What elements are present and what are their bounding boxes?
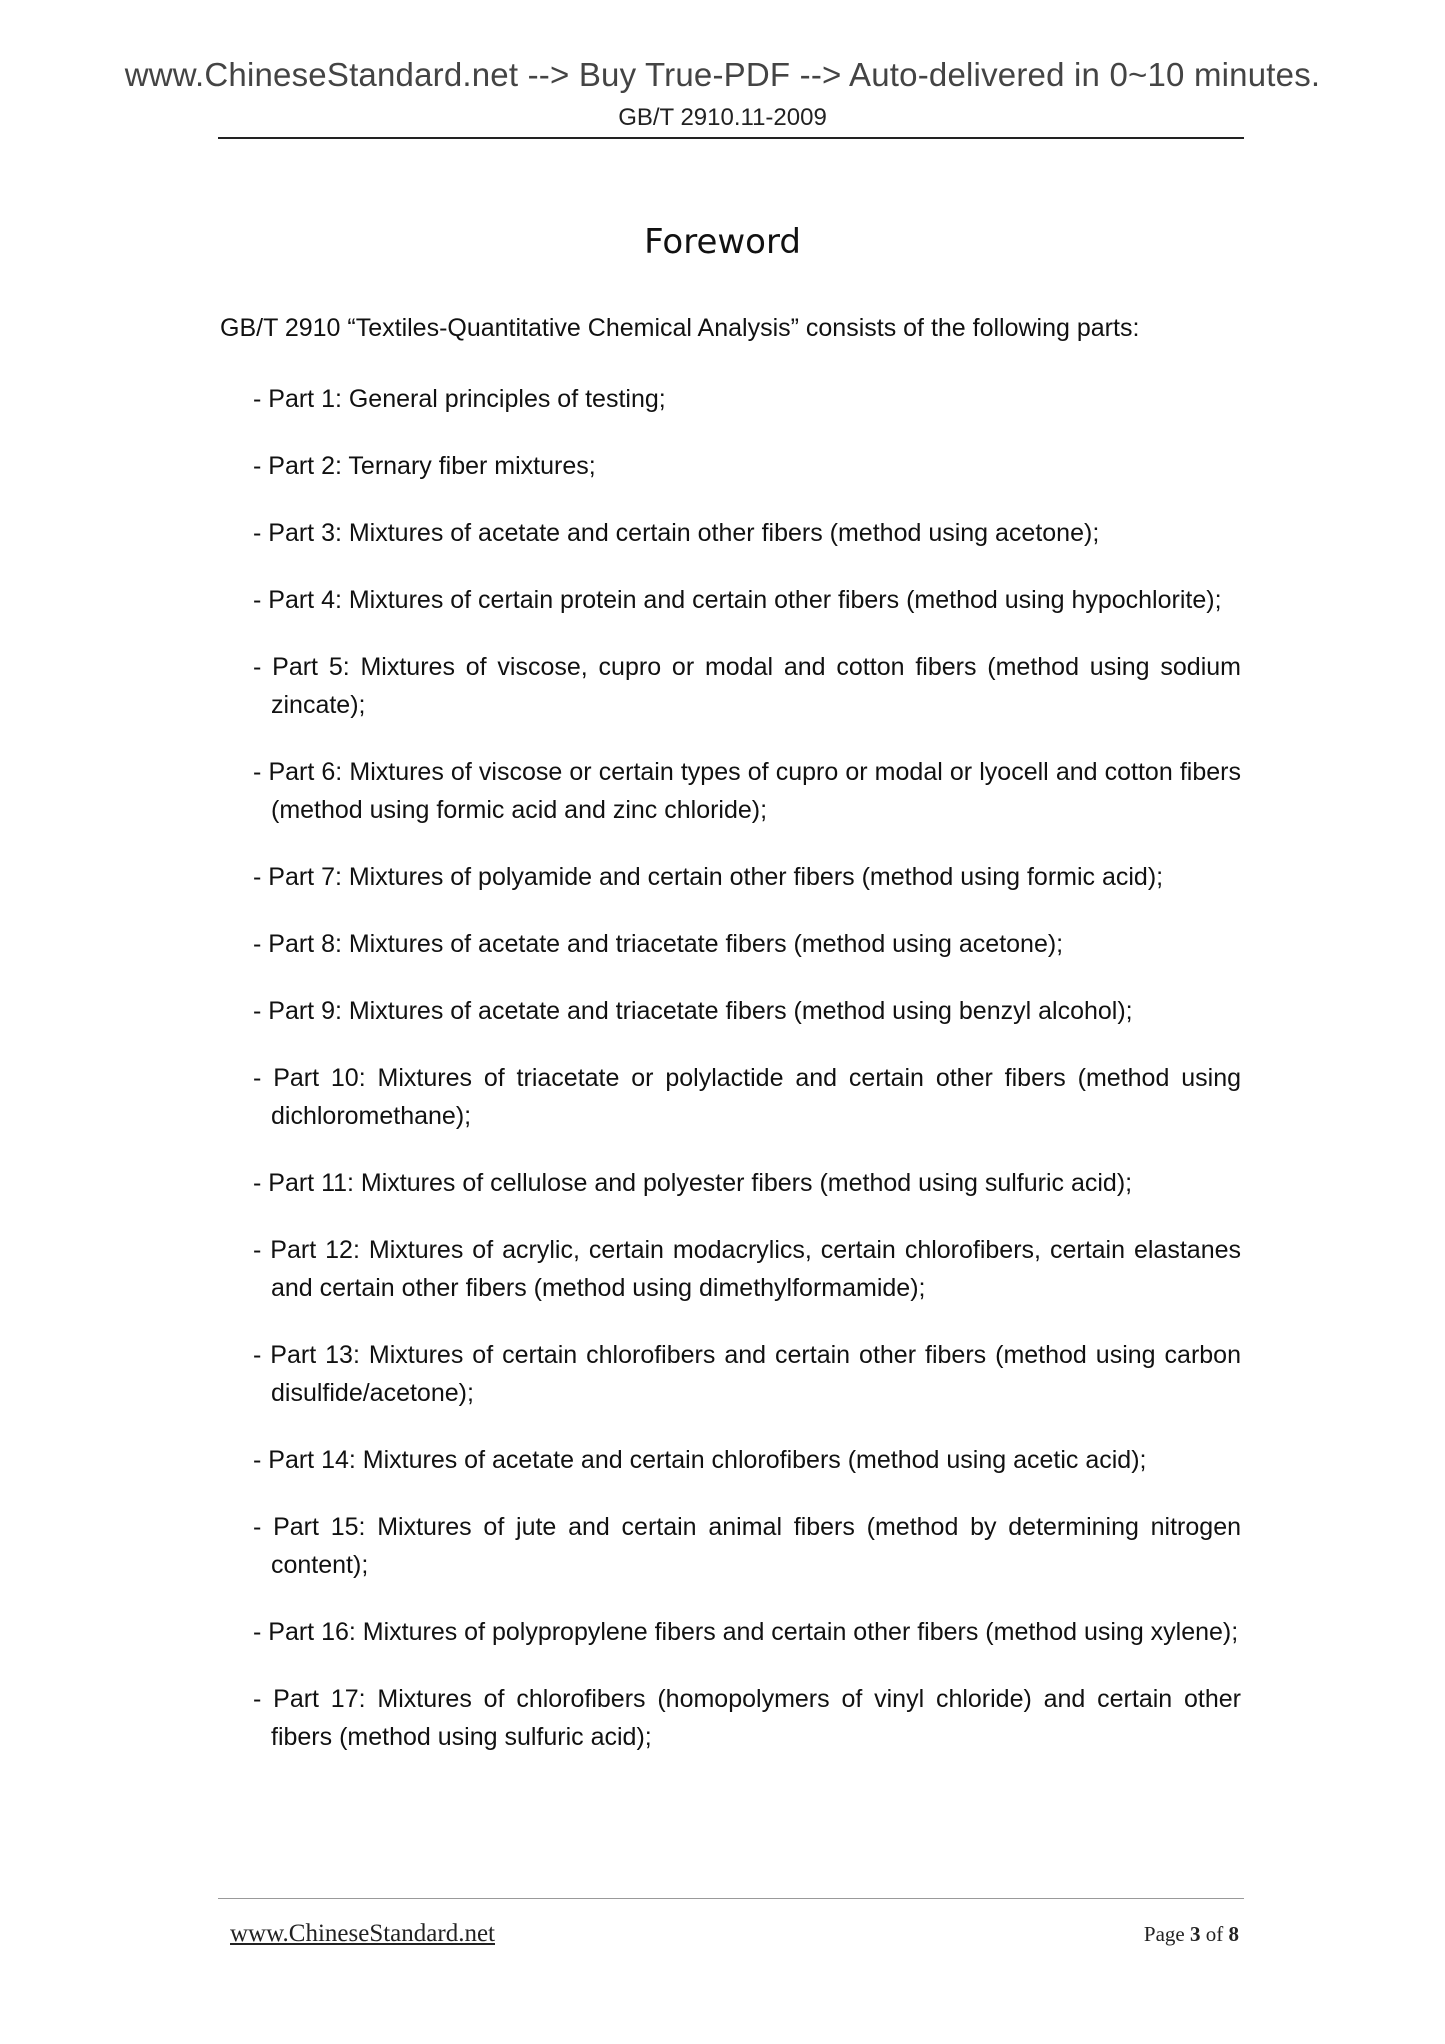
page-total: 8 xyxy=(1228,1922,1239,1946)
list-item: - Part 1: General principles of testing; xyxy=(253,385,666,413)
list-item: - Part 4: Mixtures of certain protein and certain other fibers (method using hypochlorite); xyxy=(253,586,1222,614)
list-item: - Part 14: Mixtures of acetate and certain chlorofibers (method using acetic acid); xyxy=(253,1446,1147,1474)
standard-code: GB/T 2910.11-2009 xyxy=(618,104,827,131)
list-item: - Part 10: Mixtures of triacetate or polylactide and certain other fibers (method using dichloromethane); xyxy=(253,1064,1241,1130)
page-of-label: of xyxy=(1205,1922,1224,1946)
list-item: - Part 13: Mixtures of certain chlorofibers and certain other fibers (method using carbon disulfide/acetone); xyxy=(253,1341,1241,1407)
list-item: - Part 11: Mixtures of cellulose and polyester fibers (method using sulfuric acid); xyxy=(253,1169,1133,1197)
list-item: - Part 15: Mixtures of jute and certain animal fibers (method by determining nitrogen content); xyxy=(253,1513,1241,1579)
header-banner[interactable]: www.ChineseStandard.net --> Buy True-PDF --> Auto-delivered in 0~10 minutes. xyxy=(124,56,1321,93)
list-item: - Part 12: Mixtures of acrylic, certain modacrylics, certain chlorofibers, certain elastanes and certain other fibers (method using dimethylformamide); xyxy=(253,1236,1241,1302)
header-divider xyxy=(218,137,1244,139)
list-item: - Part 8: Mixtures of acetate and triacetate fibers (method using acetone); xyxy=(253,930,1064,958)
list-item: - Part 5: Mixtures of viscose, cupro or modal and cotton fibers (method using sodium zincate); xyxy=(253,653,1241,719)
footer-divider xyxy=(218,1898,1244,1899)
intro-paragraph: GB/T 2910 “Textiles-Quantitative Chemical Analysis” consists of the following parts: xyxy=(220,314,1140,342)
list-item: - Part 7: Mixtures of polyamide and certain other fibers (method using formic acid); xyxy=(253,863,1164,891)
parts-list xyxy=(253,380,1241,1785)
page-current: 3 xyxy=(1190,1922,1201,1946)
list-item: - Part 17: Mixtures of chlorofibers (homopolymers of vinyl chloride) and certain other fibers (method using sulfuric acid); xyxy=(253,1685,1241,1751)
list-item: - Part 16: Mixtures of polypropylene fibers and certain other fibers (method using xylene); xyxy=(253,1618,1239,1646)
list-item: - Part 6: Mixtures of viscose or certain types of cupro or modal or lyocell and cotton fibers (method using formic acid and zinc chloride); xyxy=(253,758,1241,824)
page-label: Page xyxy=(1143,1922,1185,1946)
footer-site-link[interactable]: www.ChineseStandard.net xyxy=(230,1920,495,1947)
page-number xyxy=(1144,1922,1239,1947)
list-item: - Part 2: Ternary fiber mixtures; xyxy=(253,452,596,480)
list-item: - Part 3: Mixtures of acetate and certain other fibers (method using acetone); xyxy=(253,519,1100,547)
page-title: Foreword xyxy=(644,222,801,262)
list-item: - Part 9: Mixtures of acetate and triacetate fibers (method using benzyl alcohol); xyxy=(253,997,1133,1025)
